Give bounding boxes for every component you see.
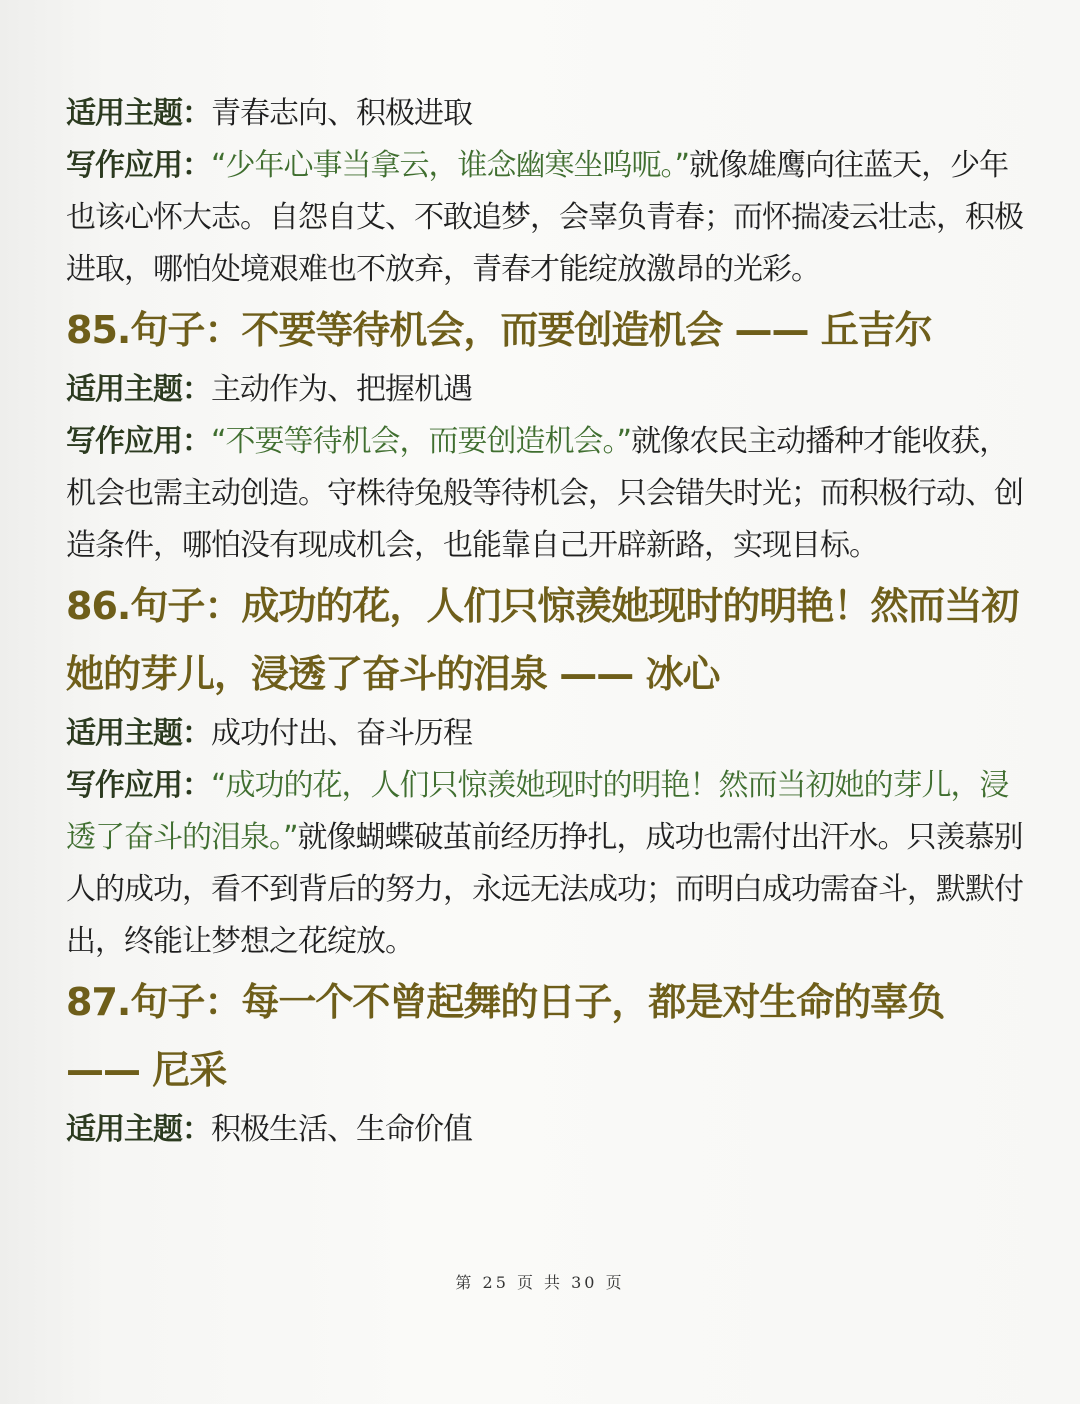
- intro-application: [66, 140, 1026, 296]
- item-87-heading: 87.句子：每一个不曾起舞的日子，都是对生命的辜负 —— 尼采: [66, 980, 945, 1092]
- theme-text: 青春志向、积极进取: [211, 96, 472, 131]
- theme-label: 适用主题：: [66, 96, 211, 131]
- application-label: 写作应用：: [66, 424, 211, 459]
- application-text: 就像蝴蝶破茧前经历挣扎，成功也需付出汗水。只羡慕别人的成功，看不到背后的努力，永远无法成功；而明白成功需奋斗，默默付出，终能让梦想之花绽放。: [66, 820, 1023, 959]
- application-quote: “少年心事当拿云，谁念幽寒坐呜呃。”: [211, 148, 690, 183]
- item-85-theme: [66, 364, 1026, 416]
- item-85-application: [66, 416, 1026, 572]
- item-86-application: [66, 760, 1026, 968]
- application-label: 写作应用：: [66, 768, 211, 803]
- item-86-heading: 86.句子：成功的花，人们只惊羡她现时的明艳！然而当初她的芽儿，浸透了奋斗的泪泉 —— 冰心: [66, 584, 1019, 696]
- item-87-theme: [66, 1104, 1026, 1156]
- application-text: 就像农民主动播种才能收获，机会也需主动创造。守株待兔般等待机会，只会错失时光；而积极行动、创造条件，哪怕没有现成机会，也能靠自己开辟新路，实现目标。: [66, 424, 1023, 563]
- application-label: 写作应用：: [66, 148, 211, 183]
- theme-text: 成功付出、奋斗历程: [211, 716, 472, 751]
- page-number-footer: 第 25 页 共 30 页: [455, 1273, 625, 1292]
- theme-text: 主动作为、把握机遇: [211, 372, 472, 407]
- item-86-theme: [66, 708, 1026, 760]
- application-quote: “不要等待机会，而要创造机会。”: [211, 424, 632, 459]
- document-page: [66, 88, 1026, 1156]
- item-85-heading: 85.句子：不要等待机会，而要创造机会 —— 丘吉尔: [66, 308, 932, 352]
- theme-label: 适用主题：: [66, 1112, 211, 1147]
- application-text: 就像雄鹰向往蓝天，少年也该心怀大志。自怨自艾、不敢追梦，会辜负青春；而怀揣凌云壮志，积极进取，哪怕处境艰难也不放弃，青春才能绽放激昂的光彩。: [66, 148, 1023, 287]
- theme-label: 适用主题：: [66, 372, 211, 407]
- theme-text: 积极生活、生命价值: [211, 1112, 472, 1147]
- application-quote: “成功的花，人们只惊羡她现时的明艳！然而当初她的芽儿，浸透了奋斗的泪泉。”: [66, 768, 1009, 855]
- intro-theme: [66, 88, 1026, 140]
- theme-label: 适用主题：: [66, 716, 211, 751]
